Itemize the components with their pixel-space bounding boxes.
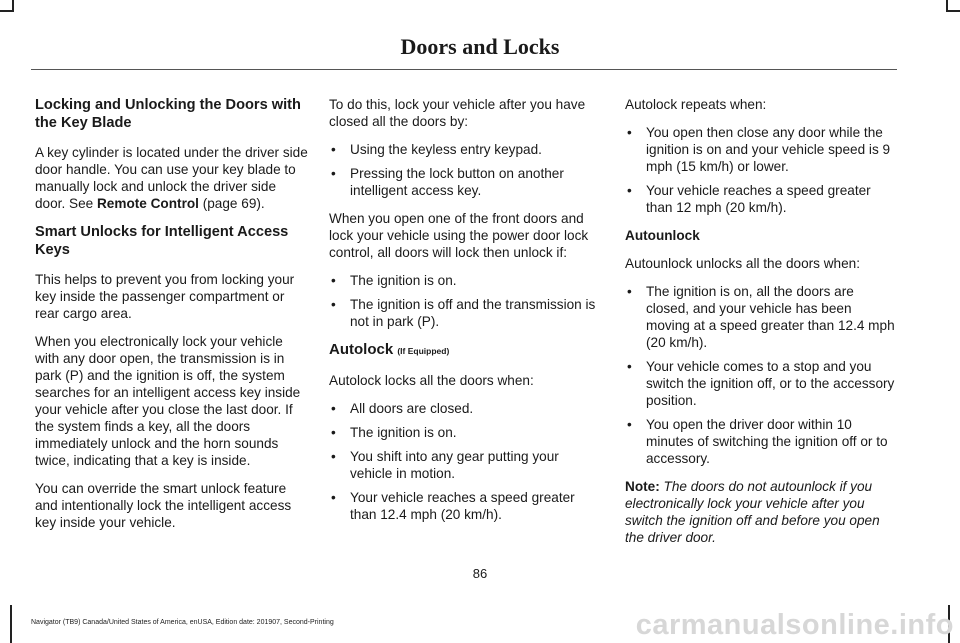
list-item: • The ignition is on.: [329, 424, 601, 441]
crop-mark: [10, 605, 12, 643]
paragraph-key-blade: [35, 144, 309, 212]
header-divider: [31, 69, 897, 70]
list-todo: [329, 141, 601, 199]
page-number: 86: [472, 566, 488, 581]
crop-mark: [946, 10, 960, 12]
heading-suffix: (If Equipped): [397, 346, 450, 356]
list-item: • Your vehicle comes to a stop and you switch the ignition off, or to the accessory position.: [625, 358, 899, 409]
note: [625, 478, 899, 546]
list-item: • Your vehicle reaches a speed greater than 12.4 mph (20 km/h).: [329, 489, 601, 523]
list-item: • All doors are closed.: [329, 400, 601, 417]
paragraph-smart-3: You can override the smart unlock feature and intentionally lock the intelligent access key inside your vehicle.: [35, 481, 292, 530]
cross-reference-link[interactable]: Remote Control: [96, 196, 199, 211]
heading-text: Autolock: [329, 341, 394, 358]
page-title: Doors and Locks: [400, 34, 560, 59]
list-item: • You open the driver door within 10 minutes of switching the ignition off or to accessory.: [625, 416, 899, 467]
list-item: • The ignition is on.: [329, 272, 601, 289]
footer-edition-info: Navigator (TB9) Canada/United States of America, enUSA, Edition date: 201907, Second-Printing: [31, 619, 334, 626]
note-text: The doors do not autounlock if you electronically lock your vehicle after you switch the ignition off and before you open the driver door.: [625, 479, 880, 545]
list-front-doors: [329, 272, 601, 330]
list-item: • The ignition is off and the transmission is not in park (P).: [329, 296, 601, 330]
column-middle: [329, 96, 601, 534]
paragraph-text: A key cylinder is located under the driver side door handle. You can use your key blade to manually lock and unlock the driver side door. See: [35, 145, 308, 211]
heading-key-blade: Locking and Unlocking the Doors with the Key Blade: [35, 97, 301, 131]
heading-smart-unlocks: Smart Unlocks for Intelligent Access Keys: [35, 224, 289, 258]
crop-mark: [946, 0, 948, 12]
paragraph-autolock: Autolock locks all the doors when:: [329, 373, 534, 388]
list-autounlock: [625, 283, 899, 467]
list-item: • You shift into any gear putting your vehicle in motion.: [329, 448, 601, 482]
page-reference: (page 69).: [198, 196, 265, 211]
heading-autolock: [329, 341, 601, 360]
watermark: carmanualsonline.info: [635, 609, 954, 641]
paragraph-repeats: Autolock repeats when:: [625, 97, 767, 112]
paragraph-front-doors: When you open one of the front doors and lock your vehicle using the power door lock control, all doors will lock then unlock if:: [329, 211, 589, 260]
list-autolock: [329, 400, 601, 523]
list-repeats: [625, 124, 899, 216]
list-item: • The ignition is on, all the doors are closed, and your vehicle has been moving at a speed greater than 12.4 mph (20 km/h).: [625, 283, 899, 351]
paragraph-todo: To do this, lock your vehicle after you have closed all the doors by:: [329, 97, 586, 129]
list-item: • You open then close any door while the ignition is on and your vehicle speed is 9 mph (15 km/h) or lower.: [625, 124, 899, 175]
heading-autounlock: Autounlock: [625, 228, 700, 243]
list-item: • Pressing the lock button on another intelligent access key.: [329, 165, 601, 199]
note-label: Note:: [625, 479, 660, 494]
list-item: • Your vehicle reaches a speed greater than 12 mph (20 km/h).: [625, 182, 899, 216]
paragraph-smart-1: This helps to prevent you from locking your key inside the passenger compartment or rear cargo area.: [35, 272, 295, 321]
crop-mark: [12, 0, 14, 12]
column-left: [35, 96, 309, 542]
list-item: • Using the keyless entry keypad.: [329, 141, 601, 158]
paragraph-autounlock: Autounlock unlocks all the doors when:: [625, 256, 861, 271]
paragraph-smart-2: When you electronically lock your vehicle with any door open, the transmission is in park (P) and the ignition is off, the system searches for an intelligent access key inside your vehicle after you close the last door. If the system finds a key, all the doors immediately unlock and the horn sounds twice, indicating that a key is inside.: [35, 334, 301, 468]
column-right: [625, 96, 899, 557]
